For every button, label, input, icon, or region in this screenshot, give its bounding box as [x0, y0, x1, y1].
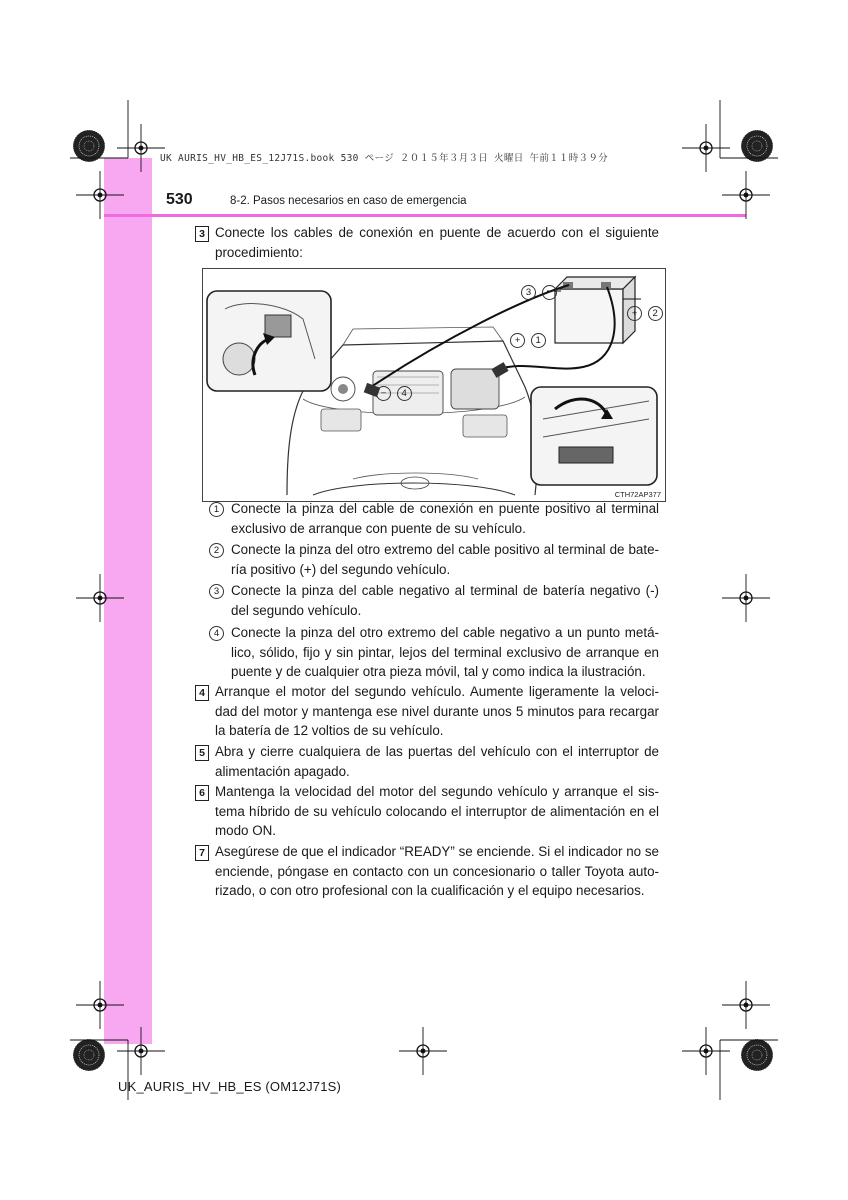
step-number: 6 [195, 785, 209, 801]
step-text: Conecte los cables de conexión en puente de acuerdo con el siguiente procedimiento: [215, 225, 659, 260]
print-info-line: UK AURIS_HV_HB_ES_12J71S.book 530 ページ ２０１５年３月３日 火曜日 午前１１時３９分 [160, 153, 608, 164]
substep-text: Conecte la pinza del otro extremo del cable positivo al terminal de bate- ría positivo (+) del segundo vehículo. [231, 542, 659, 577]
substep-text: Conecte la pinza del cable de conexión en puente positivo al terminal exclusivo de arranque con puente de su vehículo. [231, 501, 659, 536]
plus-sign-icon: + [510, 333, 525, 348]
step-text: Abra y cierre cualquiera de las puertas del vehículo con el interruptor de alimentación apagado. [215, 744, 659, 779]
callout-number: 4 [397, 386, 412, 401]
callout-number: 2 [648, 306, 663, 321]
crop-star-icon [73, 130, 105, 162]
document-id: UK_AURIS_HV_HB_ES (OM12J71S) [118, 1079, 342, 1094]
crop-star-icon [741, 130, 773, 162]
step-number: 4 [195, 685, 209, 701]
minus-sign-icon: − [376, 386, 391, 401]
step-text: Mantenga la velocidad del motor del segundo vehículo y arranque el sis- tema híbrido de su vehículo colocando el interruptor de alimentación en el modo ON. [215, 784, 659, 839]
callout-number: 1 [531, 333, 546, 348]
substep-number: 3 [209, 584, 224, 599]
crop-star-icon [73, 1039, 105, 1071]
substep-number: 2 [209, 543, 224, 558]
section-title: 8-2. Pasos necesarios en caso de emergencia [230, 195, 467, 207]
substep-number: 1 [209, 502, 224, 517]
minus-sign-icon: − [542, 285, 557, 300]
step-number: 7 [195, 845, 209, 861]
callout-4 [376, 384, 412, 401]
substep-text: Conecte la pinza del otro extremo del cable negativo a un punto metá- lico, sólido, fijo y sin pintar, lejos del terminal exclusivo de arranque en puente y de cualquier otra pieza móvil, tal y como indica la ilustración. [231, 625, 659, 680]
step-text: Arranque el motor del segundo vehículo. Aumente ligeramente la veloci- dad del motor y mantenga ese nivel durante unos 5 minutos para recargar la batería de 12 voltios de su vehículo. [215, 684, 659, 739]
crop-star-icon [741, 1039, 773, 1071]
step-number: 5 [195, 745, 209, 761]
callout-3 [521, 283, 557, 300]
page-number: 530 [166, 191, 193, 208]
step-number: 3 [195, 226, 209, 242]
callout-1 [510, 331, 546, 348]
figure-code: CTH72AP377 [614, 490, 661, 499]
callout-2 [627, 304, 663, 321]
step-text: Asegúrese de que el indicador “READY” se enciende. Si el indicador no se enciende, póngase en contacto con un concesionario o taller Toyota auto- rizado, o con otro profesional con la cualificación y el equipo necesarios. [215, 844, 659, 899]
substep-number: 4 [209, 626, 224, 641]
jump-start-illustration [202, 268, 666, 502]
substep-text: Conecte la pinza del cable negativo al terminal de batería negativo (-) del segundo vehículo. [231, 583, 659, 618]
callout-number: 3 [521, 285, 536, 300]
engine-bay-drawing [203, 269, 665, 501]
plus-sign-icon: + [627, 306, 642, 321]
